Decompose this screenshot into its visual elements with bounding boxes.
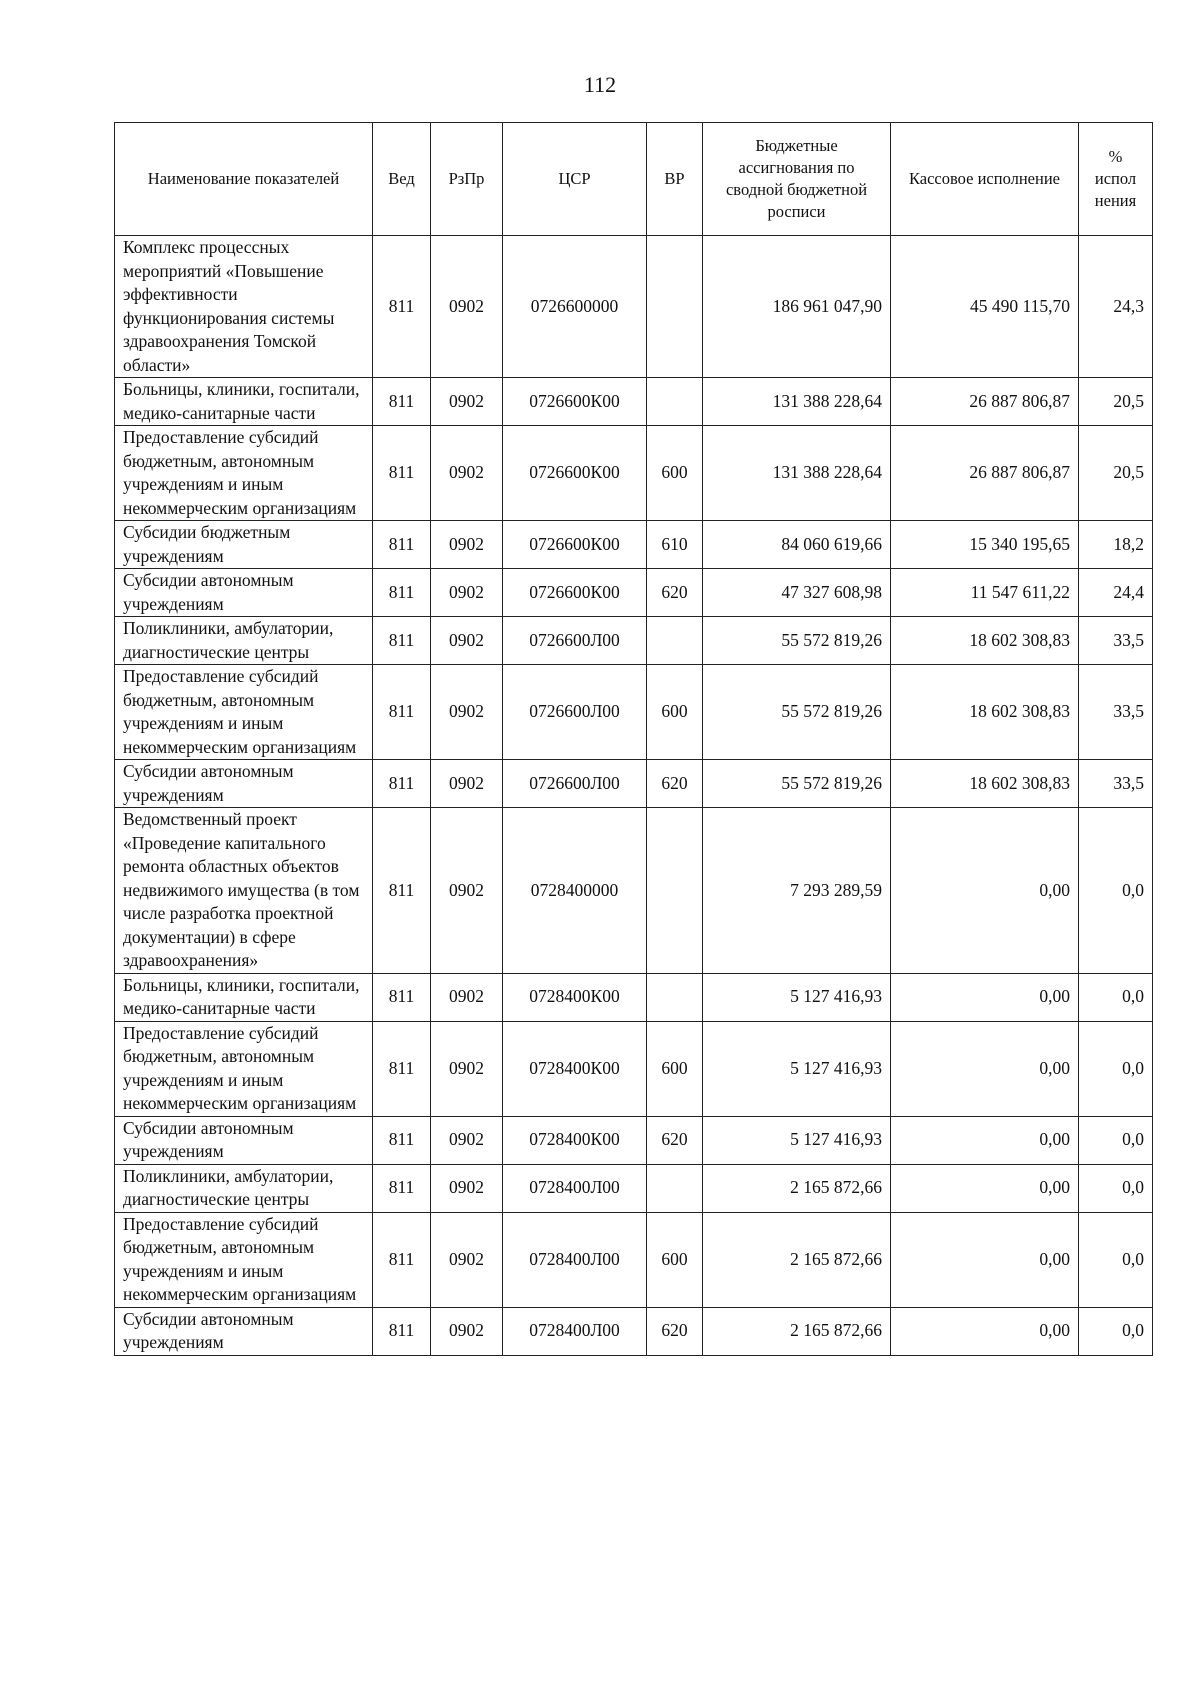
table-row (115, 1212, 1153, 1307)
cell-name: Поликлиники, амбулатории, диагностические центры (115, 617, 373, 665)
cell-percent: 0,0 (1079, 1307, 1153, 1355)
cell-assignments: 84 060 619,66 (703, 521, 891, 569)
table-row (115, 808, 1153, 974)
cell-ved: 811 (373, 1021, 431, 1116)
cell-percent: 24,4 (1079, 569, 1153, 617)
table-row (115, 521, 1153, 569)
cell-vr: 620 (647, 760, 703, 808)
cell-ved: 811 (373, 1307, 431, 1355)
cell-name: Больницы, клиники, госпитали, медико-санитарные части (115, 378, 373, 426)
cell-name: Предоставление субсидий бюджетным, автономным учреждениям и иным некоммерческим организациям (115, 1212, 373, 1307)
cell-name: Поликлиники, амбулатории, диагностические центры (115, 1164, 373, 1212)
cell-ved: 811 (373, 236, 431, 378)
cell-cash-execution: 0,00 (891, 808, 1079, 974)
cell-percent: 0,0 (1079, 973, 1153, 1021)
cell-percent: 18,2 (1079, 521, 1153, 569)
cell-assignments: 47 327 608,98 (703, 569, 891, 617)
header-ved: Вед (373, 123, 431, 236)
cell-csr: 0726600Л00 (503, 617, 647, 665)
cell-cash-execution: 0,00 (891, 1164, 1079, 1212)
cell-vr: 610 (647, 521, 703, 569)
cell-percent: 24,3 (1079, 236, 1153, 378)
cell-name: Больницы, клиники, госпитали, медико-санитарные части (115, 973, 373, 1021)
cell-name: Предоставление субсидий бюджетным, автономным учреждениям и иным некоммерческим организациям (115, 1021, 373, 1116)
cell-csr: 0726600Л00 (503, 665, 647, 760)
cell-vr (647, 973, 703, 1021)
cell-ved: 811 (373, 569, 431, 617)
cell-rzpr: 0902 (431, 1116, 503, 1164)
cell-cash-execution: 0,00 (891, 973, 1079, 1021)
cell-rzpr: 0902 (431, 665, 503, 760)
cell-vr: 600 (647, 1212, 703, 1307)
cell-vr (647, 1164, 703, 1212)
cell-name: Субсидии бюджетным учреждениям (115, 521, 373, 569)
cell-ved: 811 (373, 378, 431, 426)
cell-cash-execution: 11 547 611,22 (891, 569, 1079, 617)
cell-name: Предоставление субсидий бюджетным, автономным учреждениям и иным некоммерческим организациям (115, 426, 373, 521)
cell-rzpr: 0902 (431, 808, 503, 974)
table-row (115, 665, 1153, 760)
table-row (115, 1164, 1153, 1212)
table-header-row (115, 123, 1153, 236)
cell-rzpr: 0902 (431, 1021, 503, 1116)
cell-name: Ведомственный проект «Проведение капитального ремонта областных объектов недвижимого имущества (в том числе разработка проектной документации) в сфере здравоохранения» (115, 808, 373, 974)
cell-ved: 811 (373, 760, 431, 808)
cell-csr: 0728400К00 (503, 1021, 647, 1116)
cell-percent: 0,0 (1079, 1164, 1153, 1212)
cell-assignments: 2 165 872,66 (703, 1212, 891, 1307)
cell-vr: 620 (647, 569, 703, 617)
cell-percent: 33,5 (1079, 665, 1153, 760)
cell-percent: 33,5 (1079, 617, 1153, 665)
cell-csr: 0728400К00 (503, 1116, 647, 1164)
cell-assignments: 2 165 872,66 (703, 1164, 891, 1212)
table-row (115, 378, 1153, 426)
cell-ved: 811 (373, 1212, 431, 1307)
cell-cash-execution: 45 490 115,70 (891, 236, 1079, 378)
cell-vr (647, 617, 703, 665)
cell-name: Субсидии автономным учреждениям (115, 1116, 373, 1164)
cell-assignments: 5 127 416,93 (703, 1021, 891, 1116)
cell-assignments: 131 388 228,64 (703, 426, 891, 521)
cell-name: Субсидии автономным учреждениям (115, 569, 373, 617)
cell-csr: 0726600К00 (503, 426, 647, 521)
cell-ved: 811 (373, 665, 431, 760)
cell-cash-execution: 18 602 308,83 (891, 665, 1079, 760)
cell-vr: 620 (647, 1116, 703, 1164)
page-number: 112 (583, 72, 617, 97)
cell-vr: 620 (647, 1307, 703, 1355)
cell-cash-execution: 15 340 195,65 (891, 521, 1079, 569)
cell-assignments: 55 572 819,26 (703, 665, 891, 760)
cell-csr: 0728400000 (503, 808, 647, 974)
header-vr: ВР (647, 123, 703, 236)
table-body (115, 236, 1153, 1356)
cell-cash-execution: 18 602 308,83 (891, 617, 1079, 665)
cell-assignments: 5 127 416,93 (703, 1116, 891, 1164)
cell-cash-execution: 0,00 (891, 1307, 1079, 1355)
cell-vr: 600 (647, 426, 703, 521)
cell-vr (647, 808, 703, 974)
cell-rzpr: 0902 (431, 236, 503, 378)
cell-assignments: 2 165 872,66 (703, 1307, 891, 1355)
cell-ved: 811 (373, 617, 431, 665)
cell-percent: 0,0 (1079, 1021, 1153, 1116)
header-name: Наименование показателей (115, 123, 373, 236)
table-row (115, 569, 1153, 617)
cell-rzpr: 0902 (431, 426, 503, 521)
table-row (115, 973, 1153, 1021)
cell-csr: 0726600000 (503, 236, 647, 378)
header-assignments: Бюджетные ассигнования по сводной бюджетной росписи (703, 123, 891, 236)
cell-csr: 0726600Л00 (503, 760, 647, 808)
cell-name: Субсидии автономным учреждениям (115, 1307, 373, 1355)
cell-assignments: 7 293 289,59 (703, 808, 891, 974)
cell-ved: 811 (373, 521, 431, 569)
cell-cash-execution: 0,00 (891, 1021, 1079, 1116)
cell-ved: 811 (373, 1116, 431, 1164)
cell-percent: 33,5 (1079, 760, 1153, 808)
cell-csr: 0728400Л00 (503, 1164, 647, 1212)
table-row (115, 1116, 1153, 1164)
cell-rzpr: 0902 (431, 760, 503, 808)
cell-cash-execution: 18 602 308,83 (891, 760, 1079, 808)
cell-name: Предоставление субсидий бюджетным, автономным учреждениям и иным некоммерческим организациям (115, 665, 373, 760)
cell-csr: 0728400К00 (503, 973, 647, 1021)
cell-csr: 0726600К00 (503, 378, 647, 426)
header-cash-execution: Кассовое исполнение (891, 123, 1079, 236)
table-row (115, 1307, 1153, 1355)
cell-cash-execution: 0,00 (891, 1116, 1079, 1164)
cell-rzpr: 0902 (431, 617, 503, 665)
cell-rzpr: 0902 (431, 973, 503, 1021)
table-row (115, 1021, 1153, 1116)
cell-assignments: 55 572 819,26 (703, 617, 891, 665)
table-row (115, 760, 1153, 808)
cell-csr: 0728400Л00 (503, 1307, 647, 1355)
cell-assignments: 131 388 228,64 (703, 378, 891, 426)
cell-rzpr: 0902 (431, 569, 503, 617)
cell-rzpr: 0902 (431, 1212, 503, 1307)
cell-percent: 0,0 (1079, 1116, 1153, 1164)
cell-ved: 811 (373, 808, 431, 974)
cell-rzpr: 0902 (431, 521, 503, 569)
cell-csr: 0726600К00 (503, 569, 647, 617)
cell-cash-execution: 26 887 806,87 (891, 378, 1079, 426)
cell-cash-execution: 26 887 806,87 (891, 426, 1079, 521)
cell-assignments: 55 572 819,26 (703, 760, 891, 808)
cell-assignments: 5 127 416,93 (703, 973, 891, 1021)
cell-name: Комплекс процессных мероприятий «Повышение эффективности функционирования системы здравоохранения Томской области» (115, 236, 373, 378)
cell-percent: 0,0 (1079, 1212, 1153, 1307)
header-csr: ЦСР (503, 123, 647, 236)
cell-rzpr: 0902 (431, 1307, 503, 1355)
cell-vr (647, 378, 703, 426)
table-row (115, 617, 1153, 665)
cell-ved: 811 (373, 973, 431, 1021)
cell-vr: 600 (647, 665, 703, 760)
cell-percent: 0,0 (1079, 808, 1153, 974)
cell-ved: 811 (373, 1164, 431, 1212)
cell-csr: 0726600К00 (503, 521, 647, 569)
cell-csr: 0728400Л00 (503, 1212, 647, 1307)
cell-cash-execution: 0,00 (891, 1212, 1079, 1307)
cell-ved: 811 (373, 426, 431, 521)
budget-table (114, 122, 1153, 1356)
table-row (115, 236, 1153, 378)
cell-vr (647, 236, 703, 378)
cell-name: Субсидии автономным учреждениям (115, 760, 373, 808)
cell-percent: 20,5 (1079, 378, 1153, 426)
header-rzpr: РзПр (431, 123, 503, 236)
table-row (115, 426, 1153, 521)
cell-percent: 20,5 (1079, 426, 1153, 521)
cell-assignments: 186 961 047,90 (703, 236, 891, 378)
header-percent: % испол нения (1079, 123, 1153, 236)
cell-rzpr: 0902 (431, 378, 503, 426)
cell-vr: 600 (647, 1021, 703, 1116)
cell-rzpr: 0902 (431, 1164, 503, 1212)
